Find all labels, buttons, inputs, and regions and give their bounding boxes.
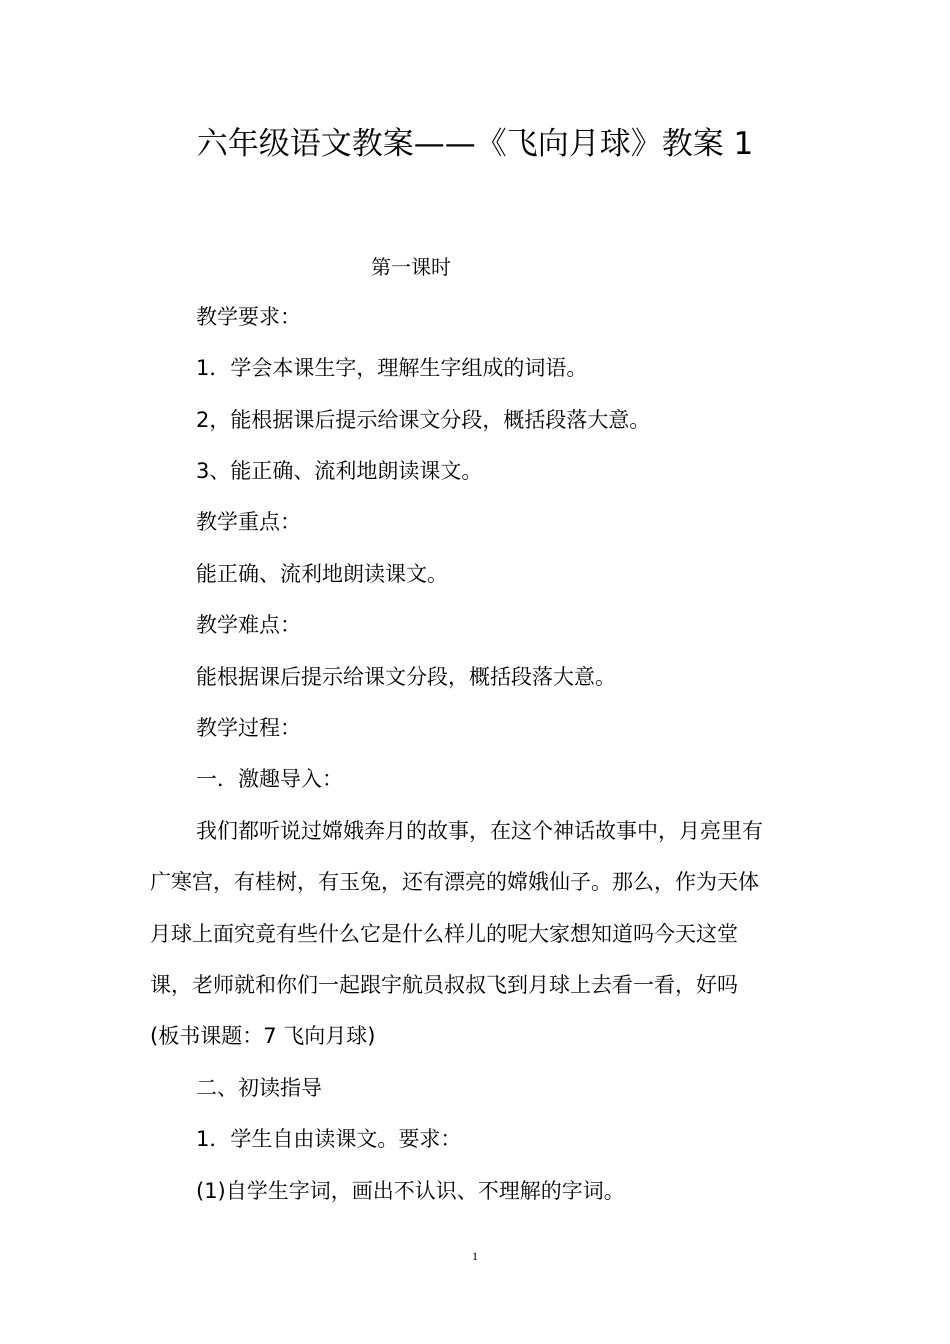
paragraph-line: 教学过程：	[196, 716, 301, 740]
paragraph-line: 二、初读指导	[196, 1076, 322, 1100]
paragraph-line: 1．学生自由读课文。要求：	[196, 1127, 462, 1151]
paragraph-line: 3、能正确、流利地朗读课文。	[196, 459, 483, 483]
paragraph-line: 能正确、流利地朗读课文。	[196, 562, 448, 586]
section-heading: 第一课时	[371, 255, 451, 279]
paragraph-line: 1．学会本课生字，理解生字组成的词语。	[196, 356, 588, 380]
paragraph-line: 课，老师就和你们一起跟宇航员叔叔飞到月球上去看一看，好吗	[150, 973, 738, 997]
page-number: 1	[472, 1249, 478, 1263]
paragraph-line: (板书课题：7 飞向月球)	[150, 1024, 376, 1048]
paragraph-line: 2，能根据课后提示给课文分段，概括段落大意。	[196, 408, 651, 432]
paragraph-line: 教学难点：	[196, 613, 301, 637]
paragraph-line: 月球上面究竟有些什么它是什么样儿的呢大家想知道吗今天这堂	[150, 922, 738, 946]
paragraph-line: 教学重点：	[196, 510, 301, 534]
paragraph-line: 一．激趣导入：	[196, 767, 343, 791]
paragraph-line: 广寒宫，有桂树，有玉兔，还有漂亮的嫦娥仙子。那么，作为天体	[150, 870, 759, 894]
paragraph-line: 教学要求：	[196, 305, 301, 329]
document-title: 六年级语文教案——《飞向月球》教案 1	[196, 126, 754, 162]
paragraph-line: 我们都听说过嫦娥奔月的故事，在这个神话故事中，月亮里有	[196, 819, 763, 843]
paragraph-line: 能根据课后提示给课文分段，概括段落大意。	[196, 665, 616, 689]
paragraph-line: (1)自学生字词，画出不认识、不理解的字词。	[196, 1179, 625, 1203]
